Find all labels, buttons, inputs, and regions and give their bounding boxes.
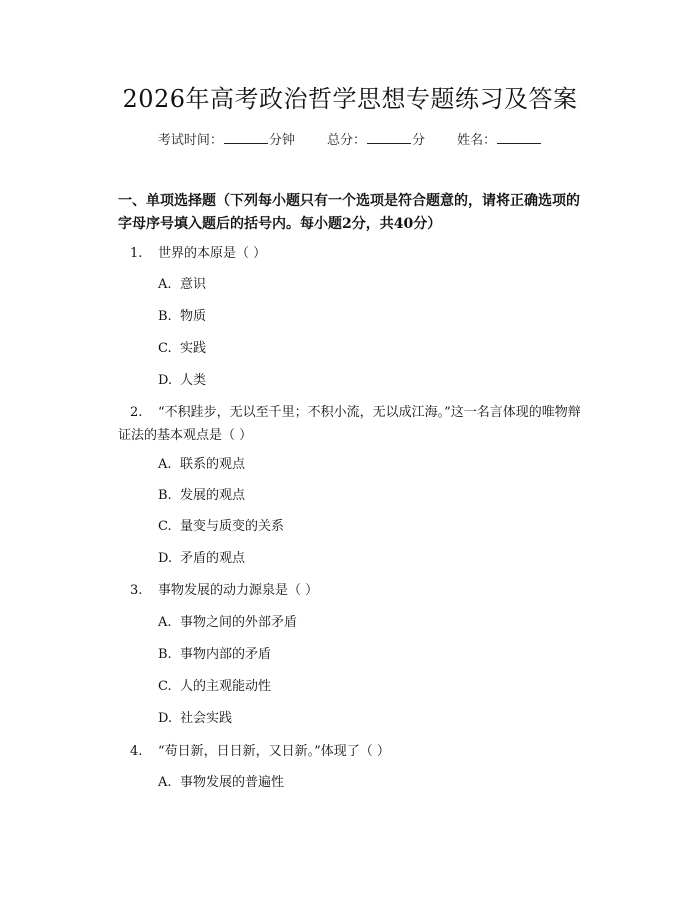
option-item [158,487,245,505]
option-text: 矛盾的观点 [180,551,246,566]
option-item [158,518,284,536]
option-text: 事物之间的外部矛盾 [180,615,298,630]
option-letter: B. [158,309,172,324]
option-letter: A. [158,457,172,472]
exam-info-line [0,131,700,150]
option-item [158,646,271,664]
exam-time-field [158,133,295,148]
option-text: 人的主观能动性 [180,679,272,694]
option-item [158,614,297,632]
option-letter: D. [158,711,173,726]
total-score-label: 总分： [326,133,366,148]
option-text: 事物内部的矛盾 [180,647,272,662]
option-letter: C. [158,519,172,534]
option-text: 量变与质变的关系 [180,519,285,534]
option-item [158,456,245,474]
option-text: 实践 [180,341,207,356]
option-item [158,276,206,294]
student-name-blank [497,131,541,144]
option-item [158,550,245,568]
question-text: “苟日新，日日新，又日新。”体现了（ ） [158,744,390,759]
option-item [158,710,232,728]
option-item [158,678,271,696]
question-number: 4. [130,744,143,759]
page-title: 2026年高考政治哲学思想专题练习及答案 [122,85,578,113]
question-number: 2. [130,405,143,420]
option-letter: A. [158,277,172,292]
option-item [158,774,284,792]
exam-time-label: 考试时间： [157,133,223,148]
student-name-label: 姓名： [457,133,497,148]
question-text: “不积跬步，无以至千里；不积小流，无以成江海。”这一名言体现的唯物辩证法的基本观点是（ ） [118,405,581,443]
option-letter: C. [158,679,172,694]
option-item [158,372,206,390]
option-text: 事物发展的普遍性 [180,775,285,790]
option-item [158,308,206,326]
option-letter: D. [158,551,173,566]
section-heading: 一、单项选择题（下列每小题只有一个选项是符合题意的，请将正确选项的字母序号填入题后的括号内。每小题2分，共40分） [118,193,580,232]
option-text: 意识 [180,277,207,292]
student-name-field [457,133,542,148]
option-text: 发展的观点 [180,488,246,503]
option-letter: A. [158,615,172,630]
exam-time-blank [224,131,268,144]
option-letter: C. [158,341,172,356]
question-number: 3. [130,583,143,598]
option-item [158,340,206,358]
exam-time-unit: 分钟 [268,133,295,148]
option-text: 社会实践 [180,711,233,726]
option-letter: A. [158,775,172,790]
option-text: 联系的观点 [180,457,246,472]
question-text: 世界的本原是（ ） [158,246,267,261]
option-letter: B. [158,647,172,662]
question-stem [118,401,588,447]
total-score-blank [367,131,411,144]
total-score-field [327,133,425,148]
option-letter: D. [158,373,173,388]
option-text: 物质 [180,309,207,324]
question-stem [118,740,588,763]
question-text: 事物发展的动力源泉是（ ） [158,583,319,598]
question-number: 1. [130,246,143,261]
total-score-unit: 分 [412,133,426,148]
option-letter: B. [158,488,172,503]
option-text: 人类 [180,373,207,388]
question-stem [118,242,588,265]
question-stem [118,579,588,602]
